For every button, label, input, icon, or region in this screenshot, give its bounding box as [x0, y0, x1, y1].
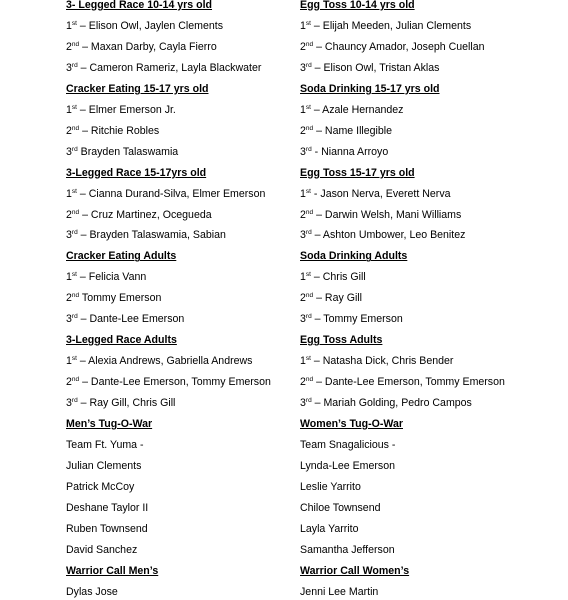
place-suffix: nd — [305, 124, 314, 132]
place-suffix: st — [71, 355, 77, 363]
separator: – — [311, 397, 324, 410]
winner-names: Cameron Rameriz, Layla Blackwater — [89, 61, 262, 74]
place-number: 2 — [66, 292, 72, 305]
place-number: 1 — [66, 355, 72, 368]
result-entry — [66, 146, 178, 159]
event-heading-warrior-call-women-s: Warrior Call Women’s — [300, 564, 410, 577]
place-number: 2 — [300, 292, 306, 305]
place-number: 3 — [300, 397, 306, 410]
winner-names: Darwin Welsh, Mani Williams — [324, 208, 462, 221]
place-number: 1 — [300, 271, 306, 284]
place-suffix: st — [71, 271, 77, 279]
place-suffix: rd — [305, 229, 312, 237]
result-entry — [300, 397, 472, 410]
place-number: 1 — [300, 103, 306, 116]
separator: – — [313, 208, 325, 221]
place-number: 2 — [300, 124, 306, 137]
place-suffix: nd — [71, 376, 80, 384]
winner-names: Brayden Talaswamia — [80, 145, 179, 158]
place-number: 2 — [300, 40, 306, 53]
separator: – — [310, 355, 323, 368]
winner-names: Jason Nerva, Everett Nerva — [320, 187, 451, 200]
result-entry — [66, 62, 261, 75]
place-suffix: nd — [71, 208, 80, 216]
separator: – — [76, 271, 89, 284]
place-suffix: st — [305, 355, 311, 363]
team-member: Lynda-Lee Emerson — [300, 459, 396, 472]
result-entry — [300, 292, 362, 305]
separator: – — [76, 187, 89, 200]
place-number: 1 — [66, 19, 72, 32]
place-suffix: nd — [305, 292, 314, 300]
result-entry — [300, 125, 392, 138]
winner-names: Ritchie Robles — [90, 124, 160, 137]
place-number: 1 — [66, 103, 72, 116]
separator: – — [313, 124, 325, 137]
place-suffix: st — [305, 271, 311, 279]
result-entry — [300, 229, 465, 242]
place-number: 3 — [300, 145, 306, 158]
result-entry — [300, 41, 485, 54]
separator: – — [313, 40, 325, 53]
place-suffix: rd — [71, 397, 78, 405]
event-heading-egg-toss-10-14-yrs-old: Egg Toss 10-14 yrs old — [300, 0, 415, 11]
team-member: Julian Clements — [66, 459, 142, 472]
winner-names: Elison Owl, Tristan Aklas — [323, 61, 440, 74]
place-number: 3 — [66, 313, 72, 326]
team-member: Leslie Yarrito — [300, 480, 361, 493]
separator: - — [311, 145, 322, 158]
winner-names: Name Illegible — [324, 124, 393, 137]
place-suffix: nd — [71, 292, 80, 300]
winner-names: Nianna Arroyo — [321, 145, 389, 158]
place-suffix: st — [71, 19, 77, 27]
place-suffix: rd — [71, 313, 78, 321]
result-entry — [300, 271, 366, 284]
winner-names: Elison Owl, Jaylen Clements — [88, 19, 223, 32]
event-heading-egg-toss-15-17-yrs-old: Egg Toss 15-17 yrs old — [300, 166, 415, 179]
separator: – — [313, 292, 325, 305]
place-number: 1 — [300, 355, 306, 368]
place-suffix: st — [305, 187, 311, 195]
place-number: 2 — [66, 376, 72, 389]
winner-names: Ray Gill, Chris Gill — [89, 397, 176, 410]
winner-names: Maxan Darby, Cayla Fierro — [90, 40, 217, 53]
winner-names: Ashton Umbower, Leo Benitez — [322, 229, 466, 242]
event-heading-women-s-tug-o-war: Women’s Tug-O-War — [300, 418, 403, 430]
separator: – — [313, 376, 325, 389]
team-member: Samantha Jefferson — [300, 543, 395, 556]
result-entry — [66, 376, 271, 389]
separator: - — [310, 187, 321, 200]
result-entry — [300, 146, 388, 159]
event-heading-egg-toss-adults: Egg Toss Adults — [300, 334, 383, 347]
team-member: Deshane Taylor II — [66, 501, 149, 514]
separator: – — [310, 271, 323, 284]
place-number: 2 — [66, 208, 72, 221]
team-member: Dylas Jose — [66, 585, 118, 598]
team-member: Team Snagalicious - — [300, 438, 396, 451]
separator: – — [77, 61, 90, 74]
separator: – — [76, 103, 89, 116]
place-number: 2 — [66, 40, 72, 53]
result-entry — [66, 209, 212, 222]
place-suffix: nd — [305, 208, 314, 216]
separator: – — [311, 61, 324, 74]
place-suffix: st — [71, 187, 77, 195]
separator: – — [79, 124, 91, 137]
winner-names: Cianna Durand-Silva, Elmer Emerson — [88, 187, 266, 200]
result-entry — [300, 104, 403, 117]
winner-names: Chris Gill — [322, 271, 366, 284]
winner-names: Elijah Meeden, Julian Clements — [322, 19, 472, 32]
event-heading-men-s-tug-o-war: Men’s Tug-O-War — [66, 418, 153, 430]
result-entry — [300, 209, 461, 222]
separator: – — [77, 397, 90, 410]
separator: – — [311, 229, 323, 242]
winner-names: Chauncy Amador, Joseph Cuellan — [324, 40, 485, 53]
result-entry — [66, 292, 161, 305]
place-number: 1 — [66, 187, 72, 200]
team-member: Patrick McCoy — [66, 480, 135, 493]
result-entry — [66, 104, 176, 117]
result-entry — [66, 355, 252, 368]
result-entry — [300, 20, 471, 33]
place-number: 3 — [66, 145, 72, 158]
place-suffix: nd — [71, 40, 80, 48]
result-entry — [66, 41, 217, 54]
winner-names: Dante-Lee Emerson, Tommy Emerson — [324, 376, 505, 389]
separator: – — [311, 313, 324, 326]
place-number: 2 — [300, 376, 306, 389]
winner-names: Mariah Golding, Pedro Campos — [323, 397, 472, 410]
event-heading-soda-drinking-15-17-yrs-old: Soda Drinking 15-17 yrs old — [300, 82, 440, 95]
winner-names: Tommy Emerson — [323, 313, 403, 326]
result-entry — [66, 229, 226, 242]
place-suffix: rd — [305, 61, 312, 69]
winner-names: Azale Hernandez — [322, 103, 404, 116]
separator: – — [310, 19, 323, 32]
separator: – — [79, 40, 91, 53]
result-entry — [300, 355, 453, 368]
place-suffix: nd — [71, 124, 80, 132]
team-member: David Sanchez — [66, 543, 138, 556]
place-suffix: rd — [305, 145, 312, 153]
place-number: 3 — [66, 397, 72, 410]
place-suffix: rd — [71, 229, 78, 237]
event-heading-cracker-eating-adults: Cracker Eating Adults — [66, 250, 177, 263]
result-entry — [300, 313, 403, 326]
event-heading-3-legged-race-10-14-yrs-old: 3- Legged Race 10-14 yrs old — [66, 0, 213, 11]
place-number: 3 — [66, 61, 72, 74]
place-number: 1 — [66, 271, 72, 284]
result-entry — [300, 62, 439, 75]
result-entry — [66, 125, 159, 138]
place-number: 3 — [300, 313, 306, 326]
winner-names: Cruz Martinez, Ocegueda — [90, 208, 212, 221]
event-heading-3-legged-race-adults: 3-Legged Race Adults — [66, 334, 177, 347]
place-suffix: st — [305, 103, 311, 111]
place-number: 1 — [300, 19, 306, 32]
team-member: Jenni Lee Martin — [300, 585, 379, 598]
separator: – — [77, 229, 90, 242]
place-suffix: nd — [305, 40, 314, 48]
winner-names: Elmer Emerson Jr. — [88, 103, 176, 116]
event-heading-warrior-call-men-s: Warrior Call Men’s — [66, 564, 159, 577]
separator: – — [79, 376, 91, 389]
result-entry — [300, 376, 505, 389]
place-suffix: st — [305, 19, 311, 27]
result-entry — [66, 20, 223, 33]
event-heading-soda-drinking-adults: Soda Drinking Adults — [300, 250, 408, 263]
place-number: 2 — [66, 124, 72, 137]
event-heading-cracker-eating-15-17-yrs-old: Cracker Eating 15-17 yrs old — [66, 82, 209, 95]
separator: – — [310, 103, 323, 116]
winner-names: Ray Gill — [324, 292, 363, 305]
winner-names: Natasha Dick, Chris Bender — [322, 355, 454, 368]
separator: – — [79, 208, 91, 221]
place-number: 2 — [300, 208, 306, 221]
place-suffix: rd — [305, 397, 312, 405]
place-number: 3 — [300, 61, 306, 74]
separator: – — [77, 313, 90, 326]
team-member: Team Ft. Yuma - — [66, 438, 144, 451]
place-suffix: rd — [71, 61, 78, 69]
team-member: Chiloe Townsend — [300, 501, 381, 514]
event-heading-3-legged-race-15-17yrs-old: 3-Legged Race 15-17yrs old — [66, 166, 207, 179]
place-suffix: rd — [305, 313, 312, 321]
place-number: 1 — [300, 187, 306, 200]
team-member: Layla Yarrito — [300, 522, 359, 535]
result-entry — [66, 397, 175, 410]
winner-names: Brayden Talaswamia, Sabian — [89, 229, 226, 242]
team-member: Ruben Townsend — [66, 522, 148, 535]
winner-names: Felicia Vann — [88, 271, 147, 284]
result-entry — [66, 188, 265, 201]
winner-names: Dante-Lee Emerson, Tommy Emerson — [90, 376, 271, 389]
place-suffix: nd — [305, 376, 314, 384]
separator: – — [76, 19, 89, 32]
place-suffix: rd — [71, 145, 78, 153]
place-number: 3 — [66, 229, 72, 242]
result-entry — [300, 188, 451, 201]
place-number: 3 — [300, 229, 306, 242]
result-entry — [66, 313, 184, 326]
result-entry — [66, 271, 146, 284]
place-suffix: st — [71, 103, 77, 111]
winner-names: Dante-Lee Emerson — [89, 313, 185, 326]
separator: – — [76, 355, 89, 368]
winner-names: Alexia Andrews, Gabriella Andrews — [88, 355, 253, 368]
winner-names: Tommy Emerson — [81, 292, 162, 305]
